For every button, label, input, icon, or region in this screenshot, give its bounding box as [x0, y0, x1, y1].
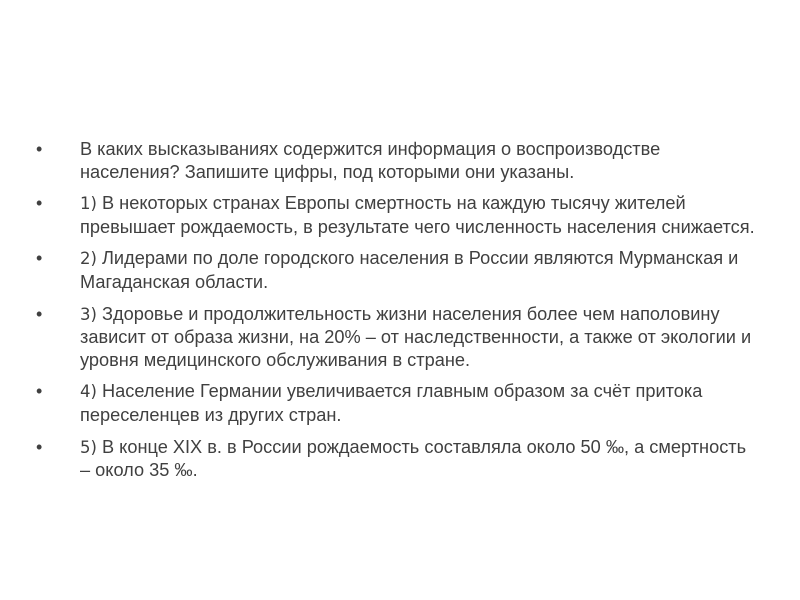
bullet-icon: •: [36, 303, 43, 324]
statement-text: Лидерами по доле городского населения в России являются Мурманская и Магаданская области.: [80, 248, 739, 292]
question-item: [36, 138, 756, 183]
statement-1: [36, 192, 756, 238]
bullet-icon: •: [36, 193, 43, 214]
statement-number: 2): [80, 249, 97, 269]
statement-text: В некоторых странах Европы смертность на каждую тысячу жителей превышает рождаемость, в результате чего численность населения снижается.: [80, 193, 755, 237]
bullet-icon: •: [36, 381, 43, 402]
statement-text: Население Германии увеличивается главным образом за счёт притока переселенцев из других стран.: [80, 381, 703, 425]
statement-number: 5): [80, 437, 97, 457]
statement-2: [36, 247, 756, 293]
bullet-icon: •: [36, 248, 43, 269]
statement-number: 1): [80, 194, 97, 214]
statement-number: 4): [80, 382, 97, 402]
statement-text: Здоровье и продолжительность жизни населения более чем наполовину зависит от образа жизни, на 20% – от наследственности, а также от экологии и уровня медицинского обслуживания в стране.: [80, 303, 752, 370]
bullet-list: [36, 138, 756, 491]
statement-number: 3): [80, 304, 97, 324]
statement-text: В конце XIX в. в России рождаемость составляла около 50 ‰, а смертность – около 35 ‰.: [80, 436, 747, 481]
statement-5: [36, 436, 756, 482]
statement-4: [36, 380, 756, 426]
question-text: В каких высказываниях содержится информация о воспроизводстве населения? Запишите цифры, под которыми они указаны.: [80, 139, 661, 182]
bullet-icon: •: [36, 139, 43, 159]
bullet-icon: •: [36, 436, 43, 457]
statement-3: [36, 303, 756, 372]
